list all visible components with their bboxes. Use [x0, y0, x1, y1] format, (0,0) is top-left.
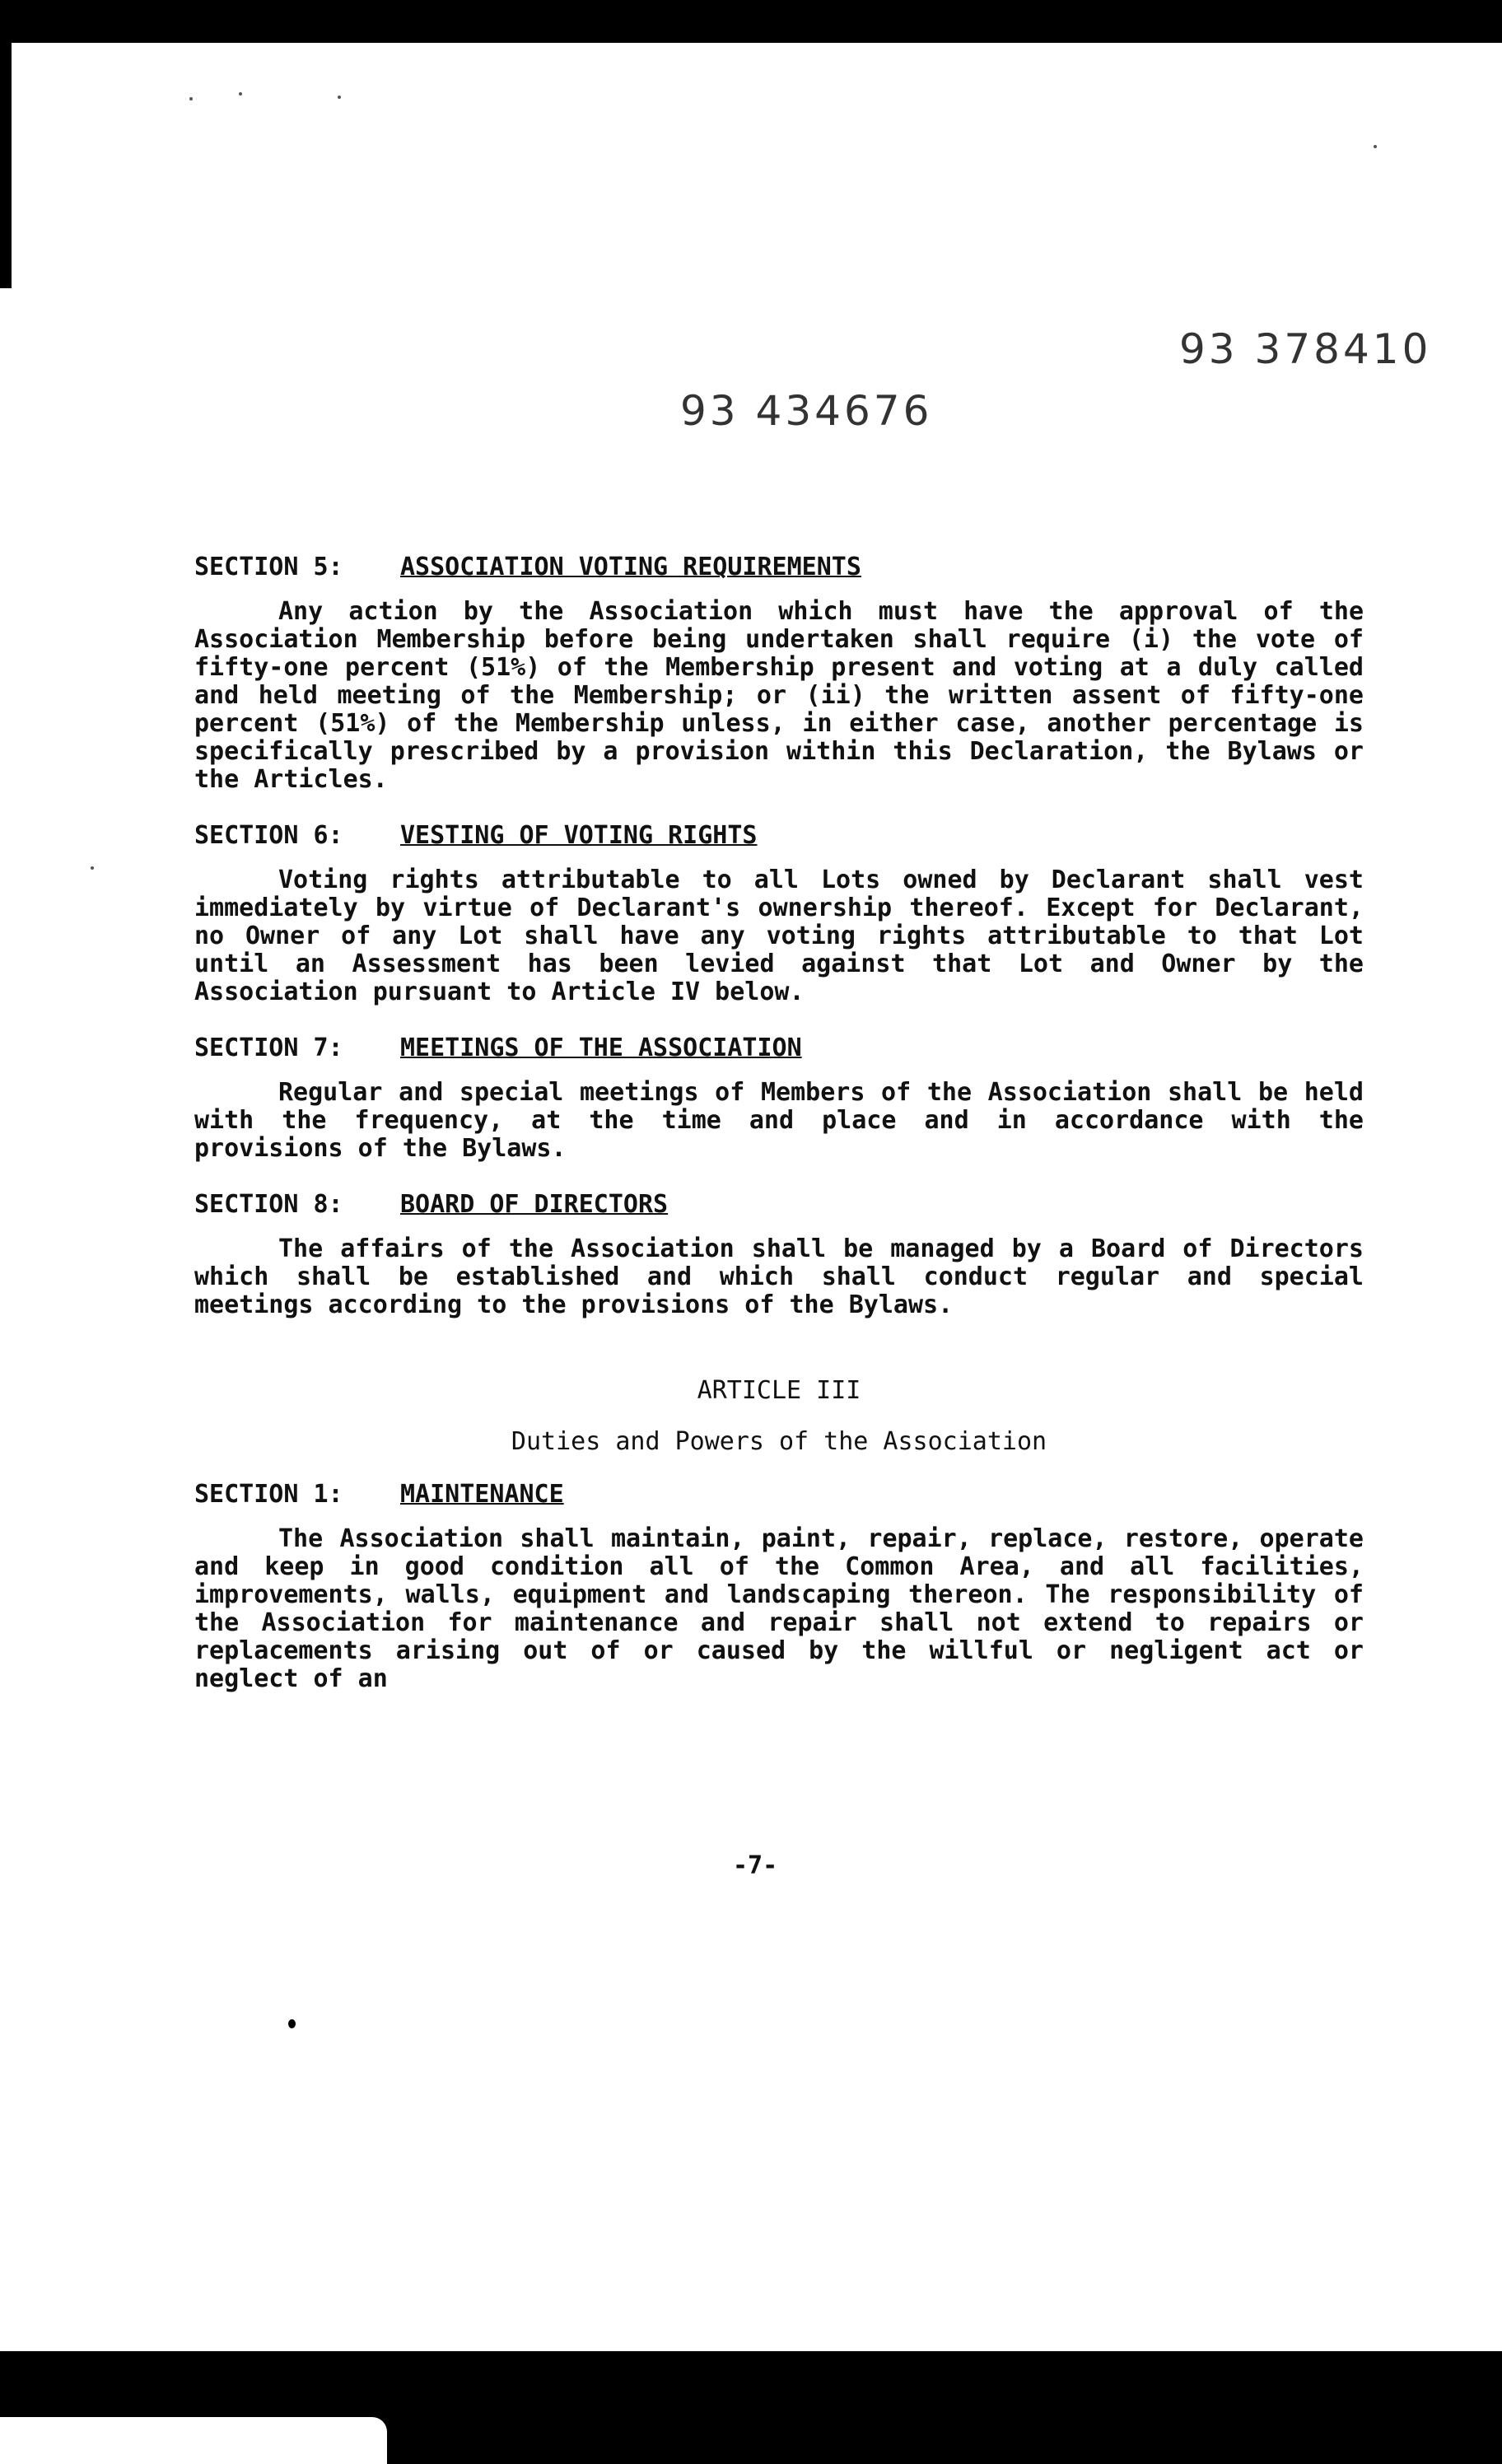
section-title: MAINTENANCE [400, 1480, 564, 1509]
article-section-1-heading [194, 1481, 1364, 1509]
scan-border-left [0, 0, 12, 288]
document-number-stamp-right: 93 378410 [1179, 325, 1432, 373]
document-number-stamp-center: 93 434676 [680, 387, 933, 435]
section-6-body: Voting rights attributable to all Lots owned by Declarant shall vest immediately by virtue of Declarant's ownership thereof. Except for Declarant, no Owner of any Lot shall have any voting rights attributable to that Lot until an Assessment has been levied against that Lot and Owner by the Association pursuant to Article IV below. [194, 866, 1364, 1006]
section-title: MEETINGS OF THE ASSOCIATION [400, 1034, 802, 1062]
section-8-body: The affairs of the Association shall be managed by a Board of Directors which shall be established and which shall conduct regular and special meetings according to the provisions of the Bylaws. [194, 1234, 1364, 1319]
section-number: SECTION 5: [194, 553, 343, 581]
scan-speck [1374, 145, 1377, 148]
section-5-body: Any action by the Association which must have the approval of the Association Membership before being undertaken shall require (i) the vote of fifty-one percent (51%) of the Membership present and voting at a duly called and held meeting of the Membership; or (ii) the written assent of fifty-one percent (51%) of the Membership unless, in either case, another percentage is specifically prescribed by a provision within this Declaration, the Bylaws or the Articles. [194, 597, 1364, 794]
section-5-heading [194, 553, 1364, 581]
section-8-heading [194, 1191, 1364, 1219]
article-subtitle: Duties and Powers of the Association [511, 1427, 1047, 1456]
section-7-heading [194, 1034, 1364, 1062]
scan-speck [338, 96, 341, 99]
scan-speck [91, 866, 94, 870]
scan-dot [288, 2019, 296, 2028]
scan-speck [189, 97, 193, 100]
section-6-heading [194, 822, 1364, 850]
article-section-1-body: The Association shall maintain, paint, repair, replace, restore, operate and keep in good condition all of the Common Area, and all facilities, improvements, walls, equipment and landscaping thereon. The responsibility of the Association for maintenance and repair shall not extend to repairs or replacements arising out of or caused by the willful or negligent act or neglect of an [194, 1524, 1364, 1693]
section-title: ASSOCIATION VOTING REQUIREMENTS [400, 553, 861, 581]
section-title: BOARD OF DIRECTORS [400, 1190, 669, 1219]
page-number: -7- [733, 1851, 778, 1880]
scan-border-top [0, 0, 1502, 43]
section-number: SECTION 1: [194, 1480, 343, 1509]
article-title: ARTICLE III [697, 1376, 861, 1405]
section-7-body: Regular and special meetings of Members of the Association shall be held with the frequency, at the time and place and in accordance with the provisions of the Bylaws. [194, 1078, 1364, 1163]
scan-speck [239, 92, 242, 96]
section-number: SECTION 6: [194, 821, 343, 850]
scan-bottom-notch [0, 2417, 387, 2464]
section-number: SECTION 8: [194, 1190, 343, 1219]
document-body [194, 553, 1364, 1721]
section-title: VESTING OF VOTING RIGHTS [400, 821, 758, 850]
section-number: SECTION 7: [194, 1034, 343, 1062]
